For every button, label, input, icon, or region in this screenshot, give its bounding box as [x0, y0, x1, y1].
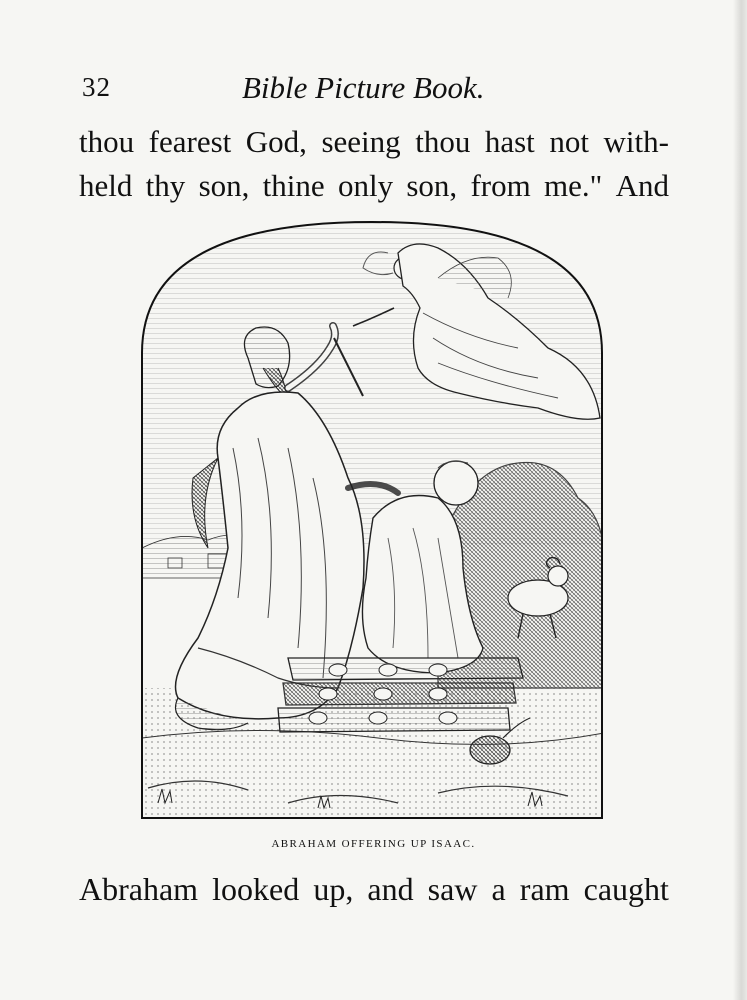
word: a [491, 871, 506, 907]
word: thine [262, 168, 325, 203]
word: fearest [148, 124, 232, 159]
word: God, [245, 124, 307, 159]
word: only [337, 168, 394, 203]
word: saw [427, 871, 478, 907]
word: thou [415, 124, 471, 159]
page-edge [733, 0, 747, 1000]
page-number: 32 [82, 72, 111, 102]
word: seeing [321, 124, 401, 159]
word: son, [198, 168, 250, 203]
body-text-line-1 [79, 126, 669, 157]
word: hast [484, 124, 535, 159]
word: from [470, 168, 531, 203]
word: thou [79, 124, 135, 159]
word: caught [583, 871, 669, 907]
figure-caption: ABRAHAM OFFERING UP ISAAC. [271, 838, 476, 850]
body-text-line-3 [79, 873, 669, 905]
word: looked [212, 871, 300, 907]
word: And [615, 168, 669, 203]
word: thy [145, 168, 186, 203]
word: not [549, 124, 589, 159]
word: held [79, 168, 133, 203]
word: ram [519, 871, 570, 907]
body-text-line-2 [79, 170, 669, 201]
page-header [82, 70, 672, 110]
engraving-illustration [138, 218, 606, 820]
word: and [367, 871, 414, 907]
word: me." [544, 168, 603, 203]
word: up, [313, 871, 354, 907]
running-title: Bible Picture Book. [242, 70, 485, 105]
word: son, [406, 168, 458, 203]
word: with- [603, 124, 669, 159]
word: Abraham [79, 871, 199, 907]
